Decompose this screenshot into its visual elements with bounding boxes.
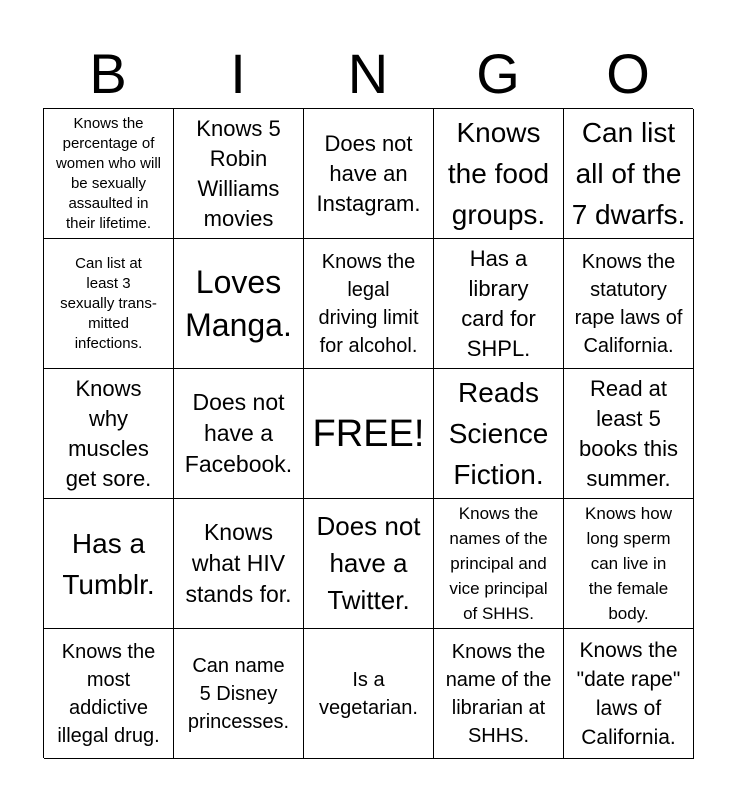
free-space[interactable] xyxy=(304,369,434,499)
bingo-cell[interactable] xyxy=(44,239,174,369)
bingo-cell[interactable] xyxy=(564,239,694,369)
bingo-cell[interactable] xyxy=(304,499,434,629)
bingo-header xyxy=(43,40,693,108)
bingo-cell[interactable] xyxy=(304,109,434,239)
cell-text: Knows the food groups. xyxy=(447,117,550,230)
bingo-cell[interactable] xyxy=(434,499,564,629)
cell-text: Knows how long sperm can live in the female body. xyxy=(585,504,672,623)
bingo-cell[interactable] xyxy=(44,629,174,759)
cell-text: Can name 5 Disney princesses. xyxy=(187,654,290,733)
cell-text: Knows the legal driving limit for alcohol. xyxy=(318,250,419,357)
cell-text: Knows what HIV stands for. xyxy=(185,519,292,607)
cell-text: Knows the most addictive illegal drug. xyxy=(57,640,160,747)
header-letter-g: G xyxy=(476,42,520,105)
bingo-cell[interactable] xyxy=(44,369,174,499)
cell-text: Has a library card for SHPL. xyxy=(461,245,536,361)
bingo-cell[interactable] xyxy=(174,629,304,759)
cell-text: Knows why muscles get sore. xyxy=(65,375,152,491)
bingo-cell[interactable] xyxy=(434,239,564,369)
bingo-cell[interactable] xyxy=(564,499,694,629)
bingo-grid xyxy=(43,108,693,758)
header-letter-n: N xyxy=(347,42,389,105)
cell-text: Knows the name of the librarian at SHHS. xyxy=(445,640,552,747)
bingo-cell[interactable] xyxy=(44,499,174,629)
bingo-cell[interactable] xyxy=(564,629,694,759)
bingo-cell[interactable] xyxy=(174,239,304,369)
bingo-cell[interactable] xyxy=(304,239,434,369)
bingo-cell[interactable] xyxy=(44,109,174,239)
bingo-cell[interactable] xyxy=(434,629,564,759)
cell-text: Does not have an Instagram. xyxy=(316,130,421,216)
header-letter-i: I xyxy=(230,42,246,105)
cell-text: Knows 5 Robin Williams movies xyxy=(196,115,281,231)
bingo-cell[interactable] xyxy=(434,369,564,499)
cell-text: Knows the statutory rape laws of California. xyxy=(574,250,683,357)
bingo-cell[interactable] xyxy=(174,109,304,239)
bingo-cell[interactable] xyxy=(174,499,304,629)
bingo-cell[interactable] xyxy=(304,629,434,759)
cell-text: Knows the "date rape" laws of California. xyxy=(576,638,681,749)
header-letter-o: O xyxy=(606,42,650,105)
header-letter-b: B xyxy=(89,42,127,105)
cell-text: Read at least 5 books this summer. xyxy=(578,375,679,491)
cell-text: Can list all of the 7 dwarfs. xyxy=(571,117,686,230)
cell-text: Is a vegetarian. xyxy=(319,668,418,719)
cell-text: FREE! xyxy=(312,412,425,455)
bingo-cell[interactable] xyxy=(174,369,304,499)
cell-text: Loves Manga. xyxy=(185,263,292,343)
bingo-cell[interactable] xyxy=(564,369,694,499)
cell-text: Knows the percentage of women who will be sexually assaulted in their lifetime. xyxy=(55,114,162,232)
bingo-cell[interactable] xyxy=(434,109,564,239)
cell-text: Has a Tumblr. xyxy=(62,527,155,600)
cell-text: Knows the names of the principal and vice principal of SHHS. xyxy=(449,504,548,623)
cell-text: Reads Science Fiction. xyxy=(448,377,549,490)
cell-text: Does not have a Facebook. xyxy=(184,389,293,477)
cell-text: Does not have a Twitter. xyxy=(316,511,421,615)
bingo-cell[interactable] xyxy=(564,109,694,239)
cell-text: Can list at least 3 sexually trans- mitted infections. xyxy=(60,254,157,352)
